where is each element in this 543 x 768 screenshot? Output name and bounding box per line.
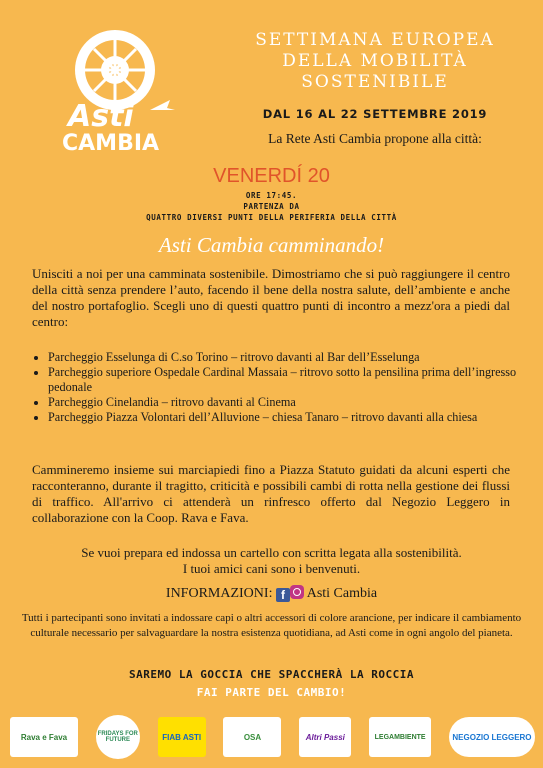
- sponsor-negozio-leggero-logo: NEGOZIO LEGGERO: [449, 717, 535, 757]
- title-line-3: SOSTENIBILE: [301, 72, 449, 92]
- logo-line2: CAMBIA: [62, 131, 160, 156]
- paragraph-3-line-2: I tuoi amici cani sono i benvenuti.: [182, 561, 361, 576]
- slogan-2: FAI PARTE DEL CAMBIO!: [196, 686, 347, 699]
- dates: DAL 16 AL 22 SETTEMBRE 2019: [262, 107, 488, 121]
- paragraph-2: Cammineremo insieme sui marciapiedi fino a Piazza Statuto guidati da alcuni esperti che racconteranno, durante il tragitto, criticità e possibili cambi di rotta nella gestione dei flussi di traffico. All'arrivo ci attenderà un rinfresco offerto dal Negozio Leggero in collaborazione con la Coop. Rava e Fava.: [32, 462, 510, 525]
- sponsor-fridays-for-future-logo: FRIDAYS FOR FUTURE: [96, 715, 140, 759]
- title: [220, 30, 530, 93]
- paragraph-3: [20, 545, 523, 577]
- asti-cambia-logo: [40, 18, 190, 158]
- paragraph-3-line-1: Se vuoi prepara ed indossa un cartello con scritta legata alla sostenibilità.: [81, 545, 462, 560]
- event-points-label: QUATTRO DIVERSI PUNTI DELLA PERIFERIA DELLA CITTÀ: [146, 213, 397, 222]
- info-line: [20, 585, 523, 602]
- sponsor-legambiente-logo: LEGAMBIENTE: [369, 717, 431, 757]
- title-line-2: DELLA MOBILITÀ: [282, 51, 468, 71]
- logo-line1: Asti: [68, 99, 134, 134]
- bicycle-wheel-icon: [40, 18, 190, 158]
- header: [220, 30, 530, 147]
- meeting-points-list: [32, 350, 526, 425]
- list-item: • Parcheggio superiore Ospedale Cardinal Massaia – ritrovo sotto la pensilina prima dell’ingresso pedonale: [48, 365, 526, 395]
- instagram-icon[interactable]: [290, 585, 304, 599]
- intro: La Rete Asti Cambia propone alla città:: [268, 131, 482, 146]
- sponsor-osa-logo: OSA: [223, 717, 281, 757]
- title-line-1: SETTIMANA EUROPEA: [255, 30, 495, 50]
- slogan: SAREMO LA GOCCIA CHE SPACCHERÀ LA ROCCIA: [129, 668, 414, 681]
- paragraph-1: Unisciti a noi per una camminata sostenibile. Dimostriamo che si può raggiungere il centro della città senza prendere l’auto, facendo il bene della nostra salute, dell’ambiente e anche del nostro portafoglio. Scegli uno di questi quattro punti di incontro a mezz'ora a piedi dal centro:: [32, 266, 510, 329]
- sponsor-fiab-logo: FIAB ASTI: [158, 717, 206, 757]
- event-time: ORE 17:45.: [245, 191, 298, 200]
- event-day: VENERDÍ 20: [213, 165, 330, 187]
- list-item: • Parcheggio Piazza Volontari dell’Alluvione – chiesa Tanaro – ritrovo davanti alla chiesa: [48, 410, 526, 425]
- list-item: • Parcheggio Esselunga di C.so Torino – ritrovo davanti al Bar dell’Esselunga: [48, 350, 526, 365]
- facebook-icon[interactable]: f: [276, 588, 290, 602]
- info-label: INFORMAZIONI:: [165, 586, 273, 601]
- event-departure: PARTENZA DA: [243, 202, 300, 211]
- sponsor-altri-passi-logo: Altri Passi: [299, 717, 351, 757]
- info-value[interactable]: Asti Cambia: [306, 586, 378, 601]
- paragraph-4: Tutti i partecipanti sono invitati a indossare capi o altri accessori di colore arancione, per indicare il cambiamento culturale necessario per salvaguardare la nostra esistenza quotidiana, ad Asti come in ogni angolo del pianeta.: [21, 612, 522, 639]
- list-item: • Parcheggio Cinelandia – ritrovo davanti al Cinema: [48, 395, 526, 410]
- event-name: Asti Cambia camminando!: [158, 233, 385, 257]
- sponsor-rava-e-fava-logo: Rava e Fava: [10, 717, 78, 757]
- sponsor-logos: [10, 713, 535, 761]
